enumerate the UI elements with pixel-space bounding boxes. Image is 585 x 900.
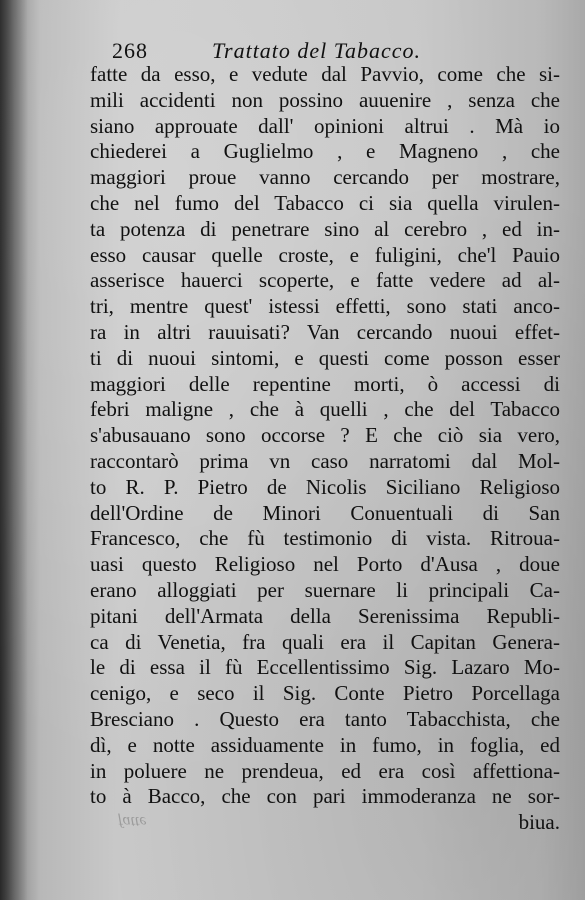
text-line: febri maligne , che à quelli , che del Tabacco <box>90 397 560 422</box>
text-line: to R. P. Pietro de Nicolis Siciliano Religioso <box>90 474 560 499</box>
text-line: siano approuate dall' opinioni altrui . Mà io <box>90 113 560 138</box>
text-line: erano alloggiati per suernare li principali Ca- <box>90 577 560 602</box>
text-line: to à Bacco, che con pari immoderanza ne sor- <box>90 784 560 809</box>
spine-shadow <box>0 0 28 900</box>
bleed-through-text: fatte <box>118 813 147 830</box>
text-line: fatte da esso, e vedute dal Pavvio, come che si- <box>90 62 560 86</box>
text-line: chiederei a Guglielmo , e Magneno , che <box>90 139 560 164</box>
text-line: biua. <box>518 810 560 835</box>
text-line: le di essa il fù Eccellentissimo Sig. Lazaro Mo- <box>90 655 560 680</box>
text-line: raccontarò prima vn caso narratomi dal Mol- <box>90 448 560 473</box>
text-line: pitani dell'Armata della Serenissima Republi- <box>90 603 560 628</box>
text-line: che nel fumo del Tabacco ci sia quella virulen- <box>90 190 560 215</box>
text-line: uasi questo Religioso nel Porto d'Ausa , doue <box>90 552 560 577</box>
text-line: in poluere ne prendeua, ed era così affettiona- <box>90 758 560 783</box>
text-line: dì, e notte assiduamente in fumo, in foglia, ed <box>90 732 560 757</box>
text-line: Francesco, che fù testimonio di vista. Ritroua- <box>90 526 560 551</box>
text-line: dell'Ordine de Minori Conuentuali di San <box>90 500 560 525</box>
text-line: ca di Venetia, fra quali era il Capitan Genera- <box>90 629 560 654</box>
page-number: 268 <box>112 38 148 63</box>
body-text <box>90 62 560 836</box>
text-line: esso causar quelle croste, e fuligini, che'l Pauio <box>90 242 560 267</box>
text-line: ta potenza di penetrare sino al cerebro , ed in- <box>90 216 560 241</box>
text-line: cenigo, e seco il Sig. Conte Pietro Porcellaga <box>90 681 560 706</box>
text-line: s'abusauano sono occorse ? E che ciò sia vero, <box>90 423 560 448</box>
text-line: maggiori proue vanno cercando per mostrare, <box>90 165 560 190</box>
text-line: mili accidenti non possino auuenire , senza che <box>90 87 560 112</box>
text-line: ra in altri rauuisati? Van cercando nuoui effet- <box>90 319 560 344</box>
text-line: Bresciano . Questo era tanto Tabacchista, che <box>90 706 560 731</box>
text-line: maggiori delle repentine morti, ò accessi di <box>90 371 560 396</box>
text-line: tri, mentre quest' istessi effetti, sono stati anco- <box>90 294 560 319</box>
text-line: asserisce hauerci scoperte, e fatte vedere ad al- <box>90 268 560 293</box>
running-title: Trattato del Tabacco. <box>212 38 422 63</box>
text-line: ti di nuoui sintomi, e questi come posson esser <box>90 345 560 370</box>
